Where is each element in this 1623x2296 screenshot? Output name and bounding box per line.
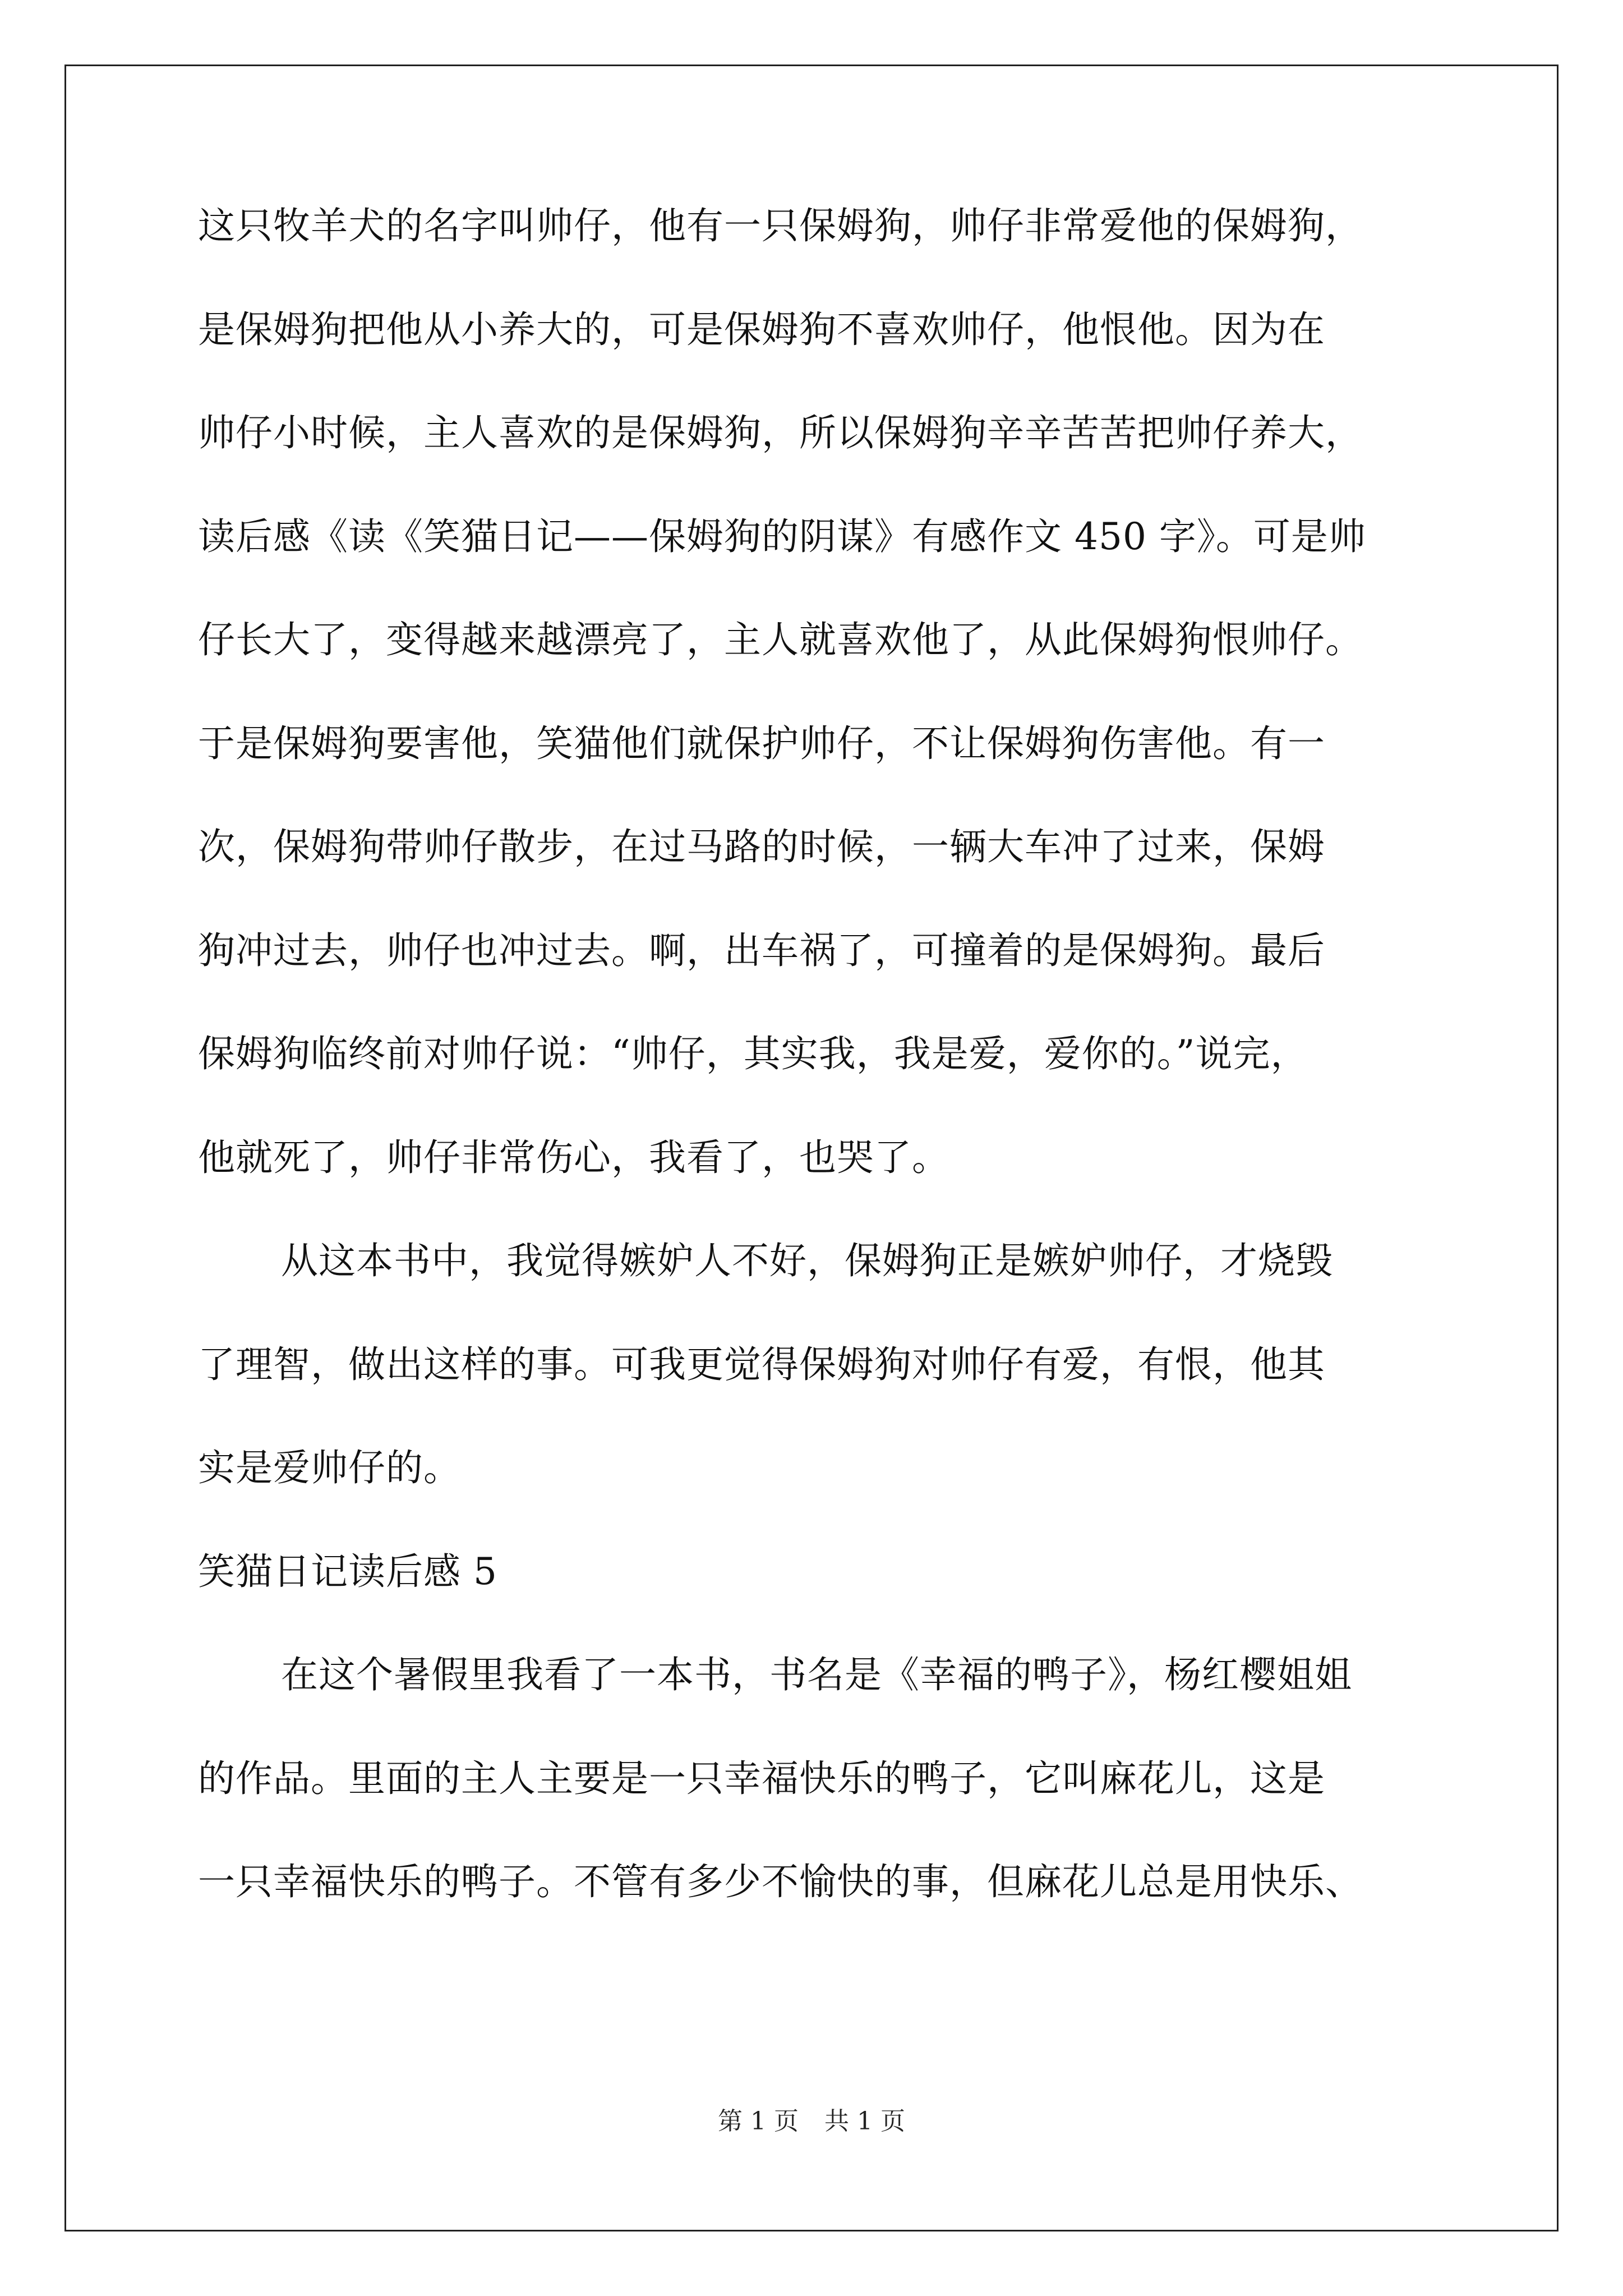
- page-footer: [0, 2101, 1623, 2137]
- text-line-7: 次，保姆狗带帅仔散步，在过马路的时候，一辆大车冲了过来，保姆: [198, 825, 1325, 868]
- text-line-13: 实是爱帅仔的。: [198, 1446, 461, 1489]
- text-line-12: 了理智，做出这样的事。可我更觉得保姆狗对帅仔有爱，有恨，他其: [198, 1342, 1325, 1386]
- document-body: [198, 204, 1432, 1967]
- text-line-9: 保姆狗临终前对帅仔说：“帅仔，其实我，我是爱，爱你的。”说完，: [198, 1032, 1308, 1075]
- text-line-16: 的作品。里面的主人主要是一只幸福快乐的鸭子，它叫麻花儿，这是: [198, 1756, 1325, 1800]
- text-line-11: 从这本书中，我觉得嫉妒人不好，保姆狗正是嫉妒帅仔，才烧毁: [281, 1239, 1333, 1282]
- text-line-6: 于是保姆狗要害他，笑猫他们就保护帅仔，不让保姆狗伤害他。有一: [198, 721, 1325, 765]
- text-line-2: 是保姆狗把他从小养大的，可是保姆狗不喜欢帅仔，他恨他。因为在: [198, 307, 1325, 351]
- page-number-total: 共 1 页: [824, 2107, 905, 2136]
- text-line-4: 读后感《读《笑猫日记——保姆狗的阴谋》有感作文 450 字》。可是帅: [198, 514, 1366, 558]
- text-line-1: 这只牧羊犬的名字叫帅仔，他有一只保姆狗，帅仔非常爱他的保姆狗，: [198, 204, 1363, 247]
- text-line-5: 仔长大了，变得越来越漂亮了，主人就喜欢他了，从此保姆狗恨帅仔。: [198, 618, 1363, 661]
- page-number-current: 第 1 页: [718, 2107, 799, 2136]
- text-line-8: 狗冲过去，帅仔也冲过去。啊，出车祸了，可撞着的是保姆狗。最后: [198, 928, 1325, 972]
- section-heading: 笑猫日记读后感 5: [198, 1549, 497, 1593]
- text-line-15: 在这个暑假里我看了一本书，书名是《幸福的鸭子》，杨红樱姐姐: [281, 1653, 1352, 1696]
- text-line-17: 一只幸福快乐的鸭子。不管有多少不愉快的事，但麻花儿总是用快乐、: [198, 1860, 1363, 1903]
- text-line-10: 他就死了，帅仔非常伤心，我看了，也哭了。: [198, 1135, 949, 1179]
- text-line-3: 帅仔小时候，主人喜欢的是保姆狗，所以保姆狗辛辛苦苦把帅仔养大，: [198, 411, 1363, 454]
